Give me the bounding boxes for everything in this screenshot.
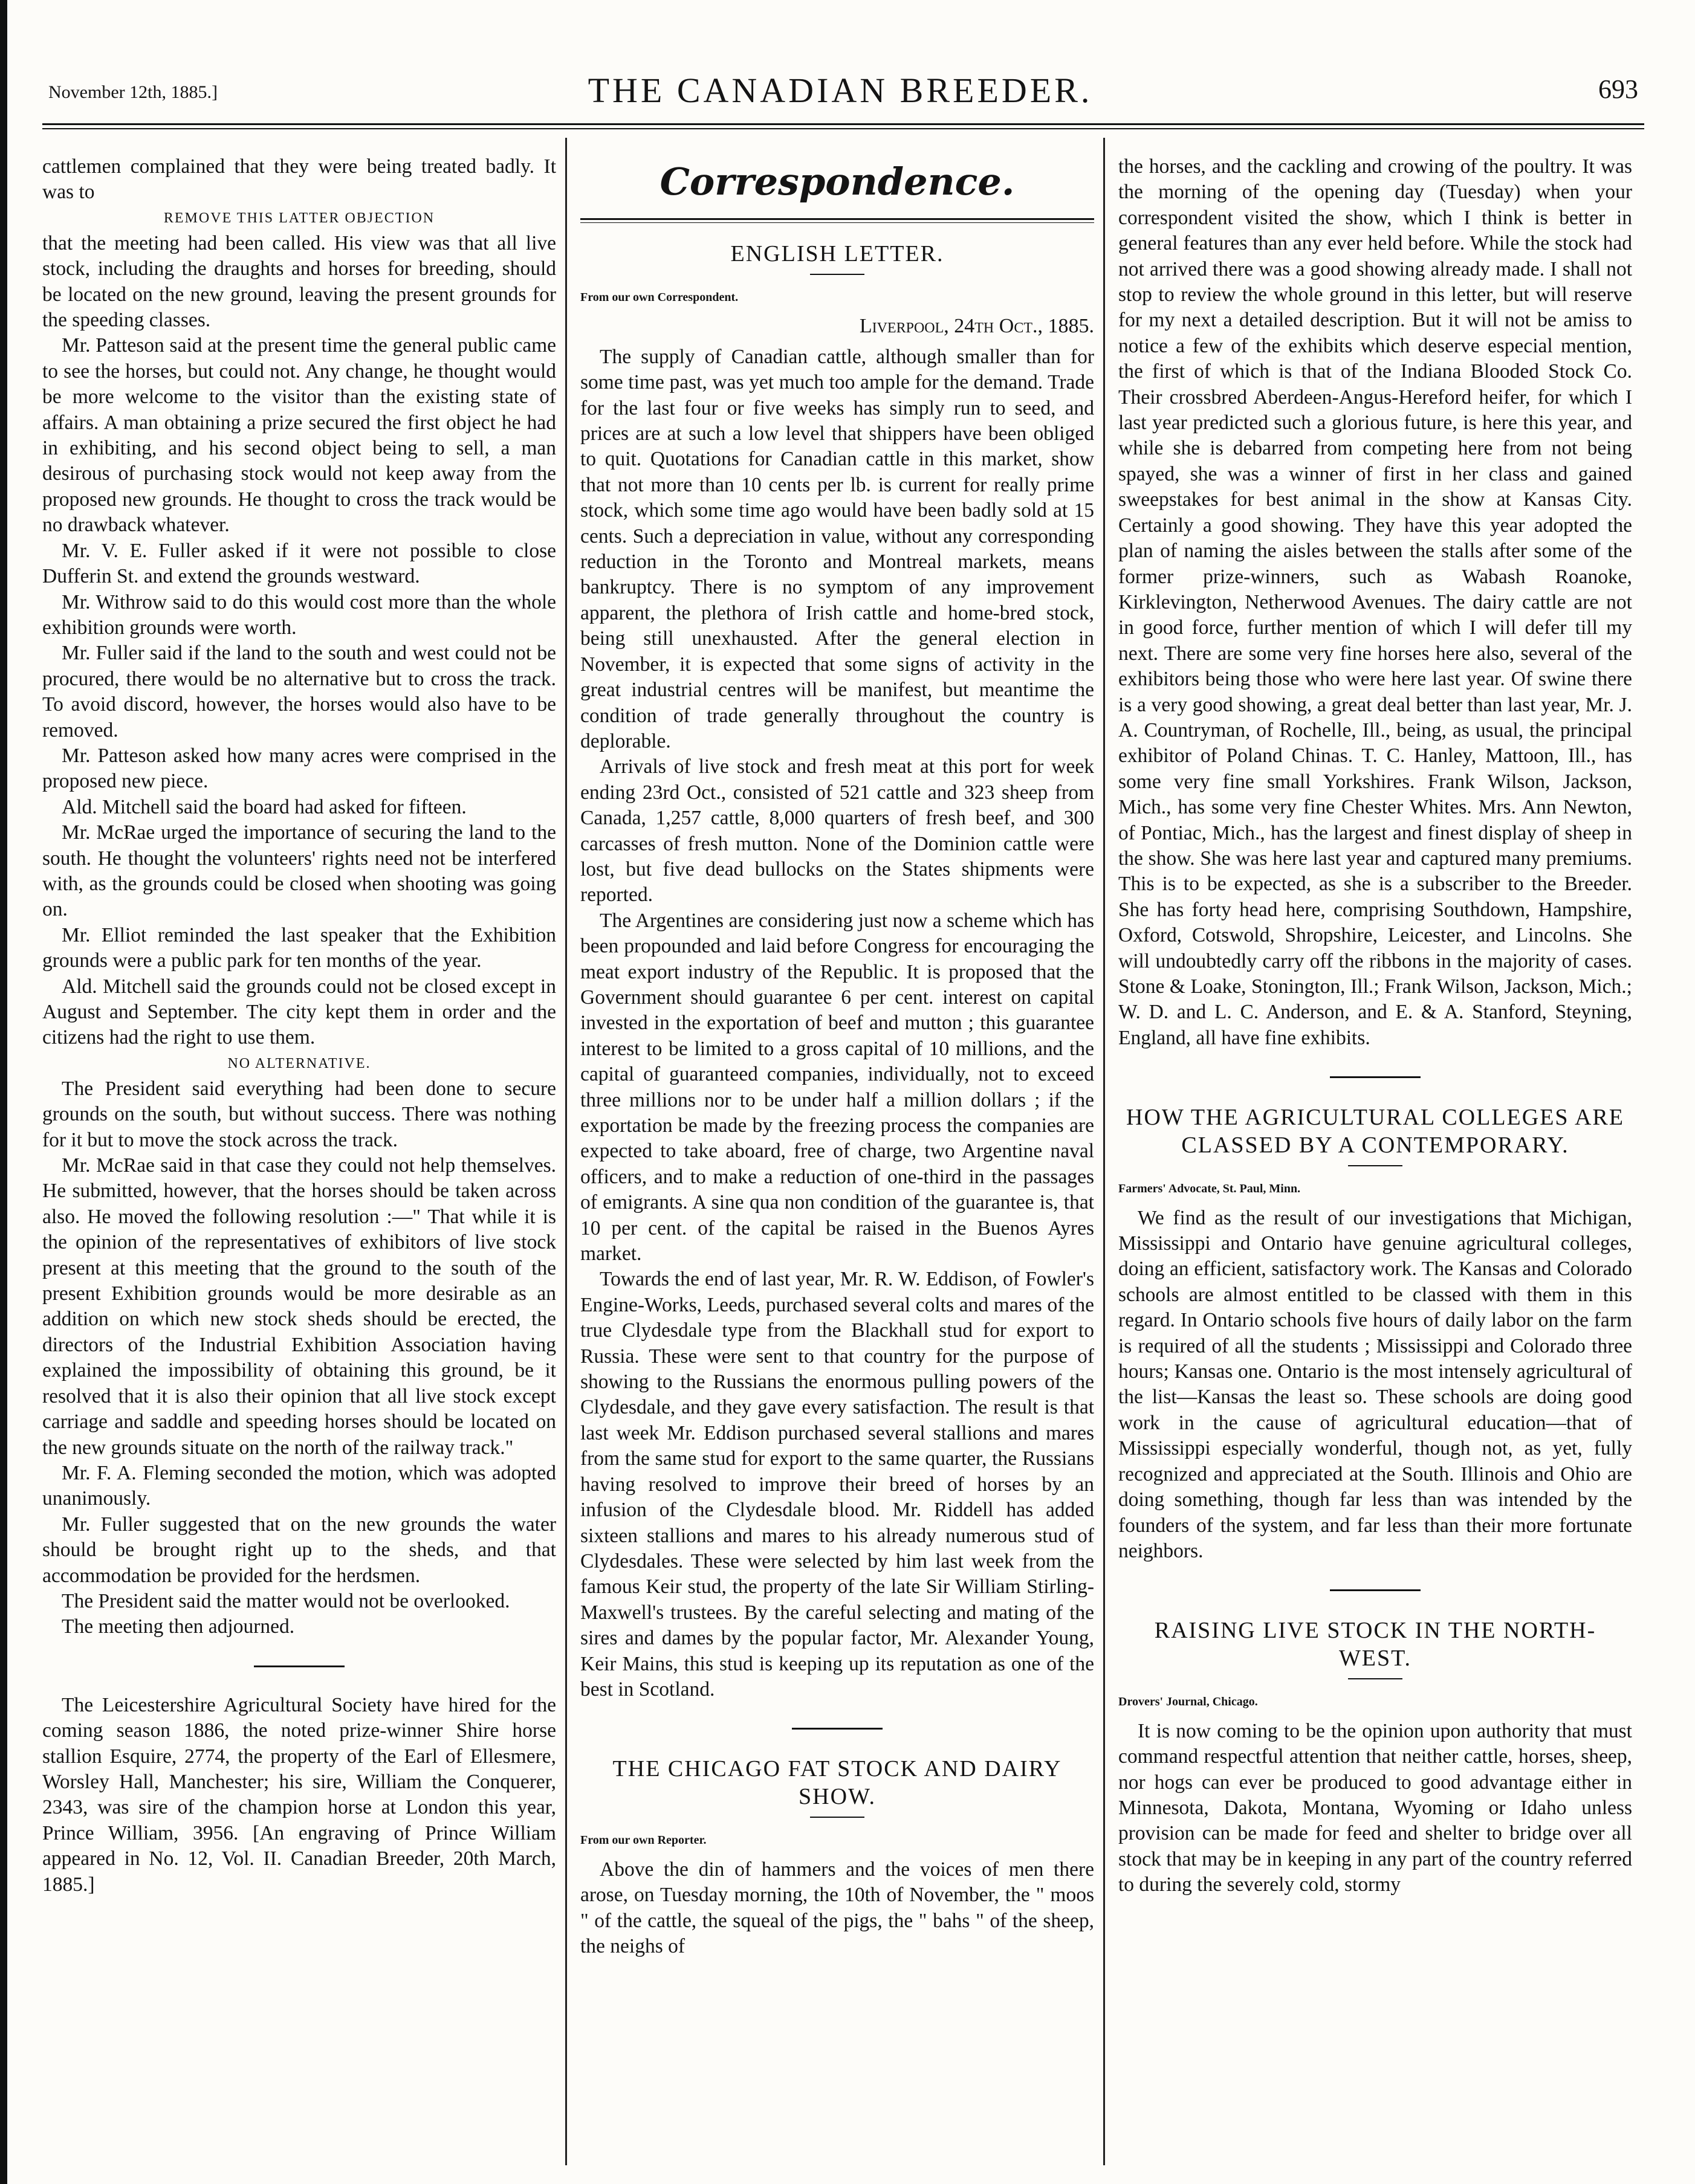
paragraph: Mr. Fuller suggested that on the new grounds the water should be brought right up to the sheds, and that accommodation be provided for the herdsmen.: [42, 1513, 556, 1587]
article-heading: ENGLISH LETTER.: [730, 241, 944, 267]
short-rule: [810, 1817, 864, 1818]
binding-edge: [0, 0, 7, 2184]
page-header: [42, 65, 1638, 114]
subheading: NO ALTERNATIVE.: [227, 1055, 371, 1071]
paragraph: It is now coming to be the opinion upon authority that must command respectful attention that neither cattle, horses, sheep, nor hogs can ever be produced to good advantage either in Minnesota, Dakota, Montana, Wyoming or Idaho unless provision can be made for feed and shelter to bridge over all stock that may be in keeping in any part of the country referred to during the severely cold, stormy: [1118, 1719, 1632, 1896]
header-rule: [42, 123, 1644, 125]
paragraph: The Leicestershire Agricultural Society have hired for the coming season 1886, the noted prize-winner Shire horse stallion Esquire, 2774, the property of the Earl of Ellesmere, Worsley Hall, Manchester; his sire, William the Conquerer, 2343, was sire of the champion horse at London this year, Prince William, 3956. [An engraving of Prince William appeared in No. 12, Vol. II. Canadian Breeder, 20th March, 1885.]: [42, 1693, 556, 1896]
column-2: [580, 154, 1094, 1959]
paragraph: Ald. Mitchell said the board had asked for fifteen.: [62, 795, 467, 818]
paragraph: cattlemen complained that they were being treated badly. It was to: [42, 155, 556, 204]
paragraph: that the meeting had been called. His view was that all live stock, including the draughts and horses for breeding, should be located on the new ground, leaving the present grounds for the speeding classes.: [42, 231, 556, 332]
article-source: Drovers' Journal, Chicago.: [1118, 1695, 1258, 1709]
paragraph: Mr. Elliot reminded the last speaker that the Exhibition grounds were a public park for ten months of the year.: [42, 923, 556, 972]
paragraph: Arrivals of live stock and fresh meat at this port for week ending 23rd Oct., consisted of 521 cattle and 323 sheep from Canada, 1,257 cattle, 8,000 quarters of fresh beef, and 300 carcasses of fresh mutton. None of the Dominion cattle were lost, but five dead bullocks on the States shipments were reported.: [580, 755, 1094, 906]
paragraph: Above the din of hammers and the voices of men there arose, on Tuesday morning, the 10th of November, the " moos " of the cattle, the squeal of the pigs, the " bahs " of the sheep, the neighs of: [580, 1858, 1094, 1957]
section-separator: [1330, 1076, 1421, 1078]
column-rule: [1103, 138, 1105, 2165]
section-separator: [254, 1665, 345, 1667]
paragraph: Mr. Patteson asked how many acres were comprised in the proposed new piece.: [42, 744, 556, 793]
article-source: From our own Reporter.: [580, 1833, 707, 1847]
section-masthead: Correspondence.: [660, 160, 1015, 204]
section-separator: [792, 1728, 883, 1730]
paragraph: Ald. Mitchell said the grounds could not be closed except in August and September. The city kept them in order and the citizens had the right to use them.: [42, 975, 556, 1049]
paragraph: Towards the end of last year, Mr. R. W. Eddison, of Fowler's Engine-Works, Leeds, purchased several colts and mares of the true Clydesdale type from the Blackhall stud for export to Russia. These were sent to that country for the purpose of showing to the Russians the enormous pulling powers of the Clydesdale, and they gave every satisfaction. The result is that last week Mr. Eddison purchased several stallions and mares from the same stud for export to the same quarter, the Russians having resolved to improve their breed of horses by an infusion of the Clydesdale blood. Mr. Riddell has added sixteen stallions and mares to his already numerous stud of Clydesdales. These were selected by him last week from the famous Keir stud, the property of the late Sir William Stirling-Maxwell's trustees. By the careful selecting and mating of the sires and dames by the popular factor, Mr. Alexander Young, Keir Mains, this stud is keeping up its reputation as one of the best in Scotland.: [580, 1268, 1094, 1701]
article-heading: RAISING LIVE STOCK IN THE NORTH-WEST.: [1154, 1618, 1596, 1672]
paragraph: Mr. McRae said in that case they could not help themselves. He submitted, however, that the horses should be taken across also. He moved the following resolution :—" That while it is the opinion of the representatives of exhibitors of live stock present at this meeting that the ground to the south of the present Exhibition grounds would be more desirable as an addition on which new stock sheds should be erected, the directors of the Industrial Exhibition Association having explained the impossibility of obtaining this ground, be it resolved that it is also their opinion that all live stock except carriage and saddle and speeding horses should be located on the new grounds situate on the north of the railway track.": [42, 1154, 556, 1459]
subheading: REMOVE THIS LATTER OBJECTION: [163, 210, 435, 226]
article-source: Farmers' Advocate, St. Paul, Minn.: [1118, 1182, 1301, 1196]
paragraph: The President said everything had been done to secure grounds on the south, but without success. There was nothing for it but to move the stock across the track.: [42, 1077, 556, 1151]
short-rule: [1348, 1165, 1402, 1166]
article-source: From our own Correspondent.: [580, 291, 739, 304]
publication-title: THE CANADIAN BREEDER.: [588, 71, 1093, 110]
paragraph: Mr. V. E. Fuller asked if it were not possible to close Dufferin St. and extend the grounds westward.: [42, 539, 556, 588]
page-number: 693: [1598, 74, 1638, 104]
short-rule: [1348, 1678, 1402, 1679]
paragraph: The Argentines are considering just now a scheme which has been propounded and laid before Congress for encouraging the meat export industry of the Republic. It is proposed that the Government should guarantee 6 per cent. interest on capital invested in the exportation of beef and mutton ; this guarantee interest to be limited to a gross capital of 10 millions, and the capital of guaranteed companies, individually, not to exceed three millions nor to be under half a million dollars ; if the exportation be made by the freezing process the companies are expected to take aboard, free of charge, two Argentine naval officers, and to make a reduction of one-third in the passages of emigrants. A sine qua non condition of the guarantee is, that 10 per cent. of the capital be raised in the Buenos Ayres market.: [580, 909, 1094, 1265]
paragraph: The President said the matter would not be overlooked.: [62, 1589, 510, 1612]
paragraph: Mr. McRae urged the importance of securing the land to the south. He thought the volunteers' rights need not be interfered with, as the grounds could be closed when shooting was going on.: [42, 821, 556, 921]
column-1: [42, 154, 556, 1898]
paragraph: The supply of Canadian cattle, although smaller than for some time past, was yet much too ample for the demand. Trade for the last four or five weeks has simply run to seed, and prices are at such a low level that shippers have been obliged to quit. Quotations for Canadian cattle in this market, show that not more than 10 cents per lb. is current for really prime stock, which some time ago would have been badly sold at 15 cents. Such a depreciation in value, without any corresponding reduction in the Toronto and Montreal markets, means bankruptcy. There is no symptom of any improvement apparent, the plethora of Irish cattle and home-bred stock, being still unexhausted. After the general election in November, it is expected that some signs of activity in the great industrial centres will be manifest, but meantime the condition of trade generally throughout the country is deplorable.: [580, 345, 1094, 752]
paragraph: the horses, and the cackling and crowing of the poultry. It was the morning of the opening day (Tuesday) when your correspondent visited the show, which I think is better in general features than any ever held before. While the stock had not arrived there was a good showing already made. I shall not stop to review the whole ground in this letter, but will reserve for my next a detailed description. But it will not be amiss to notice a few of the exhibits which deserve especial mention, the first of which is that of the Indiana Blooded Stock Co. Their crossbred Aberdeen-Angus-Hereford heifer, for which I last year predicted such a glorious future, is here this year, and while she is debarred from competing here from not being spayed, she was a winner of first in her class and gained sweepstakes for best animal in the show at Kansas City. Certainly a good showing. They have this year adopted the plan of naming the aisles between the stalls after some of the former prize-winners, such as Wabash Roanoke, Kirklevington, Netherwood Avenues. The dairy cattle are not in good force, further mention of which I will defer till my next. There are some very fine horses here also, several of the exhibitors being those who were here last year. Of swine there is a very good showing, a great deal better than last year, Mr. J. A. Countryman, of Rochelle, Ill., being, as usual, the principal exhibitor of Poland Chinas. T. C. Hanley, Mattoon, Ill., has some very fine small Yorkshires. Frank Wilson, Jackson, Mich., has some very fine Chester Whites. Mrs. Ann Newton, of Pontiac, Mich., has the largest and finest display of sheep in the show. She was here last year and captured many premiums. This is to be expected, as she is a subscriber to the Breeder. She has forty head here, comprising Southdown, Hampshire, Oxford, Cotswold, Shropshire, Leicester, and Lincolns. She will undoubtedly carry off the ribbons in the majority of cases. Stone & Loake, Stonington, Ill.; Frank Wilson, Jackson, Mich.; W. D. and L. C. Anderson, and E. & A. Stanford, Steyning, England, all have fine exhibits.: [1118, 155, 1632, 1049]
short-rule: [810, 274, 864, 275]
column-rule: [565, 138, 567, 2165]
section-separator: [1330, 1589, 1421, 1591]
issue-date: November 12th, 1885.]: [48, 82, 218, 102]
paragraph: Mr. F. A. Fleming seconded the motion, which was adopted unanimously.: [42, 1461, 556, 1510]
paragraph: Mr. Patteson said at the present time the general public came to see the horses, but could not. Any change, he thought would be more welcome to the visitor than the existing state of affairs. A man obtaining a prize secured the first object he had in exhibiting, and his second object being to sell, a man desirous of purchasing stock would not keep away from the proposed new grounds. He thought to cross the track would be no drawback whatever.: [42, 334, 556, 537]
paragraph: We find as the result of our investigations that Michigan, Mississippi and Ontario have genuine agricultural colleges, doing an efficient, satisfactory work. The Kansas and Colorado schools are almost entitled to be classed with them in this regard. In Ontario schools five hours of daily labor on the farm is required of all the students ; Mississippi and Colorado three hours; Kansas one. Ontario is the most intensely agricultural of the list—Kansas the least so. These schools are doing good work in the cause of agricultural education—that of Mississippi especially wonderful, though not, as yet, fully recognized and appreciated at the South. Illinois and Ohio are doing something, though far less than was intended by the founders of the system, and far less than their more fortunate neighbors.: [1118, 1206, 1632, 1562]
masthead-rule: [580, 218, 1094, 223]
column-3: [1118, 154, 1632, 1898]
header-rule-thin: [42, 128, 1644, 129]
paragraph: Mr. Fuller said if the land to the south and west could not be procured, there would be no alternative but to cross the track. To avoid discord, however, the horses would also have to be removed.: [42, 642, 556, 741]
paragraph: The meeting then adjourned.: [62, 1615, 295, 1638]
dateline: Liverpool, 24th Oct., 1885.: [859, 315, 1094, 338]
article-heading: THE CHICAGO FAT STOCK AND DAIRY SHOW.: [612, 1756, 1062, 1810]
paragraph: Mr. Withrow said to do this would cost more than the whole exhibition grounds were worth.: [42, 590, 556, 639]
article-heading: HOW THE AGRICULTURAL COLLEGES ARE CLASSED BY A CONTEMPORARY.: [1126, 1105, 1624, 1158]
